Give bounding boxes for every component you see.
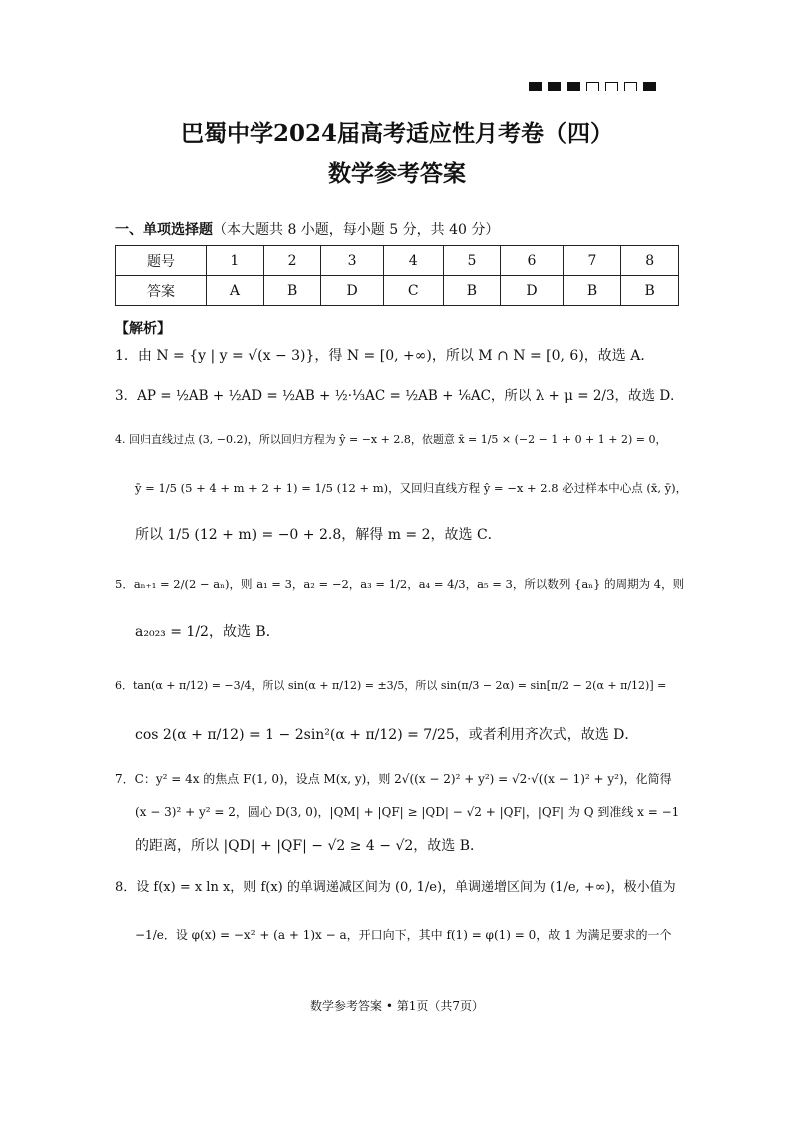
answer-cell: D <box>501 276 563 306</box>
solution-line: 所以 1/5 (12 + m) = −0 + 2.8，解得 m = 2，故选 C． <box>135 527 502 543</box>
solution-line: 8．设 f(x) = x ln x，则 f(x) 的单调递减区间为 (0, 1/e)，单调递增区间为 (1/e, +∞)，极小值为 <box>115 880 676 895</box>
solution-line: 5．aₙ₊₁ = 2/(2 − aₙ)，则 a₁ = 3，a₂ = −2，a₃ = 1/2，a₄ = 4/3，a₅ = 3，所以数列 {aₙ} 的周期为 4，则 <box>115 577 685 591</box>
page-title: 巴蜀中学2024届高考适应性月考卷（四） <box>180 120 613 147</box>
answer-cell: B <box>621 276 679 306</box>
section-label: 一、单项选择题 <box>115 222 213 238</box>
mark-block <box>643 82 656 91</box>
question-number: 8 <box>621 246 679 276</box>
solution-line: (x − 3)² + y² = 2，圆心 D(3, 0)，|QM| + |QF| ≥ |QD| − √2 + |QF|，|QF| 为 Q 到准线 x = −1 <box>135 805 680 819</box>
answer-cell: C <box>383 276 443 306</box>
answer-cell: B <box>263 276 321 306</box>
solution-line: 的距离，所以 |QD| + |QF| − √2 ≥ 4 − √2，故选 B． <box>135 838 485 854</box>
row-header: 题号 <box>116 246 207 276</box>
solution-line: 3．AP = ½AB + ½AD = ½AB + ½·⅓AC = ½AB + ⅙AC，所以 λ + μ = 2/3，故选 D． <box>115 388 684 404</box>
mark-block <box>567 82 580 91</box>
mark-block <box>586 82 599 91</box>
question-number: 2 <box>263 246 321 276</box>
mark-block <box>624 82 637 91</box>
answer-cell: B <box>563 276 621 306</box>
answer-cell: A <box>207 276 264 306</box>
solution-line: a₂₀₂₃ = 1/2，故选 B． <box>135 624 280 640</box>
answer-cell: D <box>321 276 383 306</box>
mark-block <box>605 82 618 91</box>
page-subtitle: 数学参考答案 <box>328 160 466 187</box>
question-number: 7 <box>563 246 621 276</box>
table-row <box>116 246 679 276</box>
mark-block <box>529 82 542 91</box>
question-number: 6 <box>501 246 563 276</box>
solution-line: 4. 回归直线过点 (3, −0.2)，所以回归方程为 ŷ = −x + 2.8，依题意 x̄ = 1/5 × (−2 − 1 + 0 + 1 + 2) = 0， <box>115 433 667 446</box>
page-footer: 数学参考答案 • 第1页（共7页） <box>310 999 484 1013</box>
solution-line: 6．tan(α + π/12) = −3/4，所以 sin(α + π/12) = ±3/5，所以 sin(π/3 − 2α) = sin[π/2 − 2(α + π/12)] = <box>115 679 667 692</box>
answer-table <box>115 245 679 306</box>
header-marks <box>529 82 656 91</box>
mark-block <box>548 82 561 91</box>
solution-line: ȳ = 1/5 (5 + 4 + m + 2 + 1) = 1/5 (12 + m)，又回归直线方程 ŷ = −x + 2.8 必过样本中心点 (x̄, ȳ)， <box>135 481 688 495</box>
question-number: 3 <box>321 246 383 276</box>
solution-line: cos 2(α + π/12) = 1 − 2sin²(α + π/12) = 7/25，或者利用齐次式，故选 D． <box>135 727 639 743</box>
solution-line: 7．C：y² = 4x 的焦点 F(1, 0)，设点 M(x, y)，则 2√((x − 2)² + y²) = √2·√((x − 1)² + y²)，化简得 <box>115 772 672 786</box>
section-heading <box>115 219 499 239</box>
question-number: 5 <box>443 246 501 276</box>
table-row <box>116 276 679 306</box>
answer-cell: B <box>443 276 501 306</box>
row-header: 答案 <box>116 276 207 306</box>
solution-line: 1．由 N = {y | y = √(x − 3)}，得 N = [0, +∞)，所以 M ∩ N = [0, 6)，故选 A． <box>115 348 655 364</box>
question-number: 1 <box>207 246 264 276</box>
section-note: （本大题共 8 小题，每小题 5 分，共 40 分） <box>213 222 500 238</box>
solution-line: −1/e．设 φ(x) = −x² + (a + 1)x − a，开口向下，其中 f(1) = φ(1) = 0，故 1 为满足要求的一个 <box>135 928 672 942</box>
question-number: 4 <box>383 246 443 276</box>
analysis-heading: 【解析】 <box>115 321 171 337</box>
